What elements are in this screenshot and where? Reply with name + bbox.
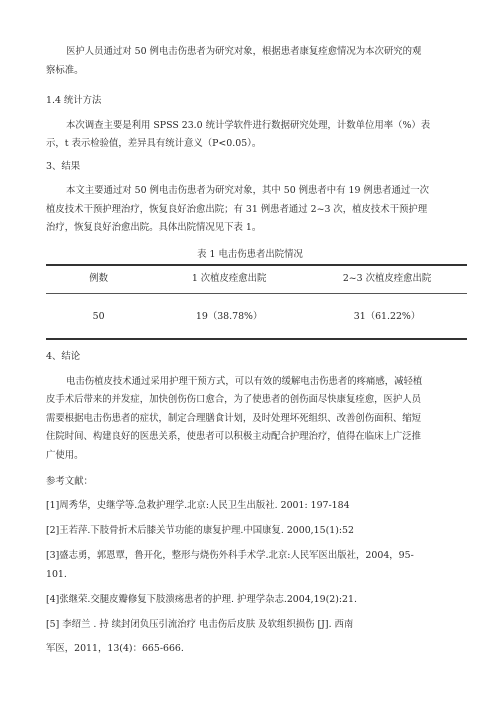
intro-line-2: 察标准。: [46, 65, 84, 76]
references-heading: 参考文献：: [46, 476, 93, 487]
header-case-count: 例数: [89, 273, 108, 285]
reference-4: [4]张继荣.交腿皮瓣修复下肢溃疡患者的护理. 护理学杂志.2004,19(2):21.: [46, 594, 357, 605]
table-caption: 表 1 电击伤患者出院情况: [197, 249, 303, 260]
section-3-line-3: 治疗，恢复良好治愈出院。具体出院情况见下表 1。: [46, 222, 262, 233]
section-4-heading: 4、结论: [46, 351, 81, 362]
section-4-line-5: 广使用。: [46, 450, 84, 461]
reference-1: [1]周秀华，史继学等.急救护理学.北京:人民卫生出版社. 2001: 197-184: [46, 500, 350, 511]
section-4-line-1: 电击伤植皮技术通过采用护理干预方式，可以有效的缓解电击伤患者的疼痛感，减轻植: [66, 376, 423, 387]
header-two-three-grafts: 2~3 次植皮痊愈出院: [342, 273, 432, 285]
cell-two-three-grafts: 31（61.22%）: [353, 310, 421, 322]
cell-one-graft: 19（38.78%）: [195, 310, 263, 322]
section-4-line-3: 需要根据电击伤患者的症状，制定合理膳食计划，及时处理坏死组织、改善创伤面积、缩短: [46, 413, 422, 424]
reference-5-line-2: 军医，2011，13(4)：665-666.: [46, 643, 184, 654]
results-table: [46, 264, 467, 340]
reference-5-line-1: [5] 李绍兰 . 持 续封闭负压引流治疗 电击伤后皮肤 及软组织损伤 [J]. 西南: [46, 619, 354, 630]
section-3-line-1: 本文主要通过对 50 例电击伤患者为研究对象，其中 50 例患者中有 19 例患者通过一次: [66, 185, 430, 196]
section-1-4-line-2: 示，t 表示检验值，差异具有统计意义（P<0.05）。: [46, 138, 262, 149]
reference-3-line-2: 101.: [46, 569, 67, 580]
table-header-row: [46, 264, 467, 294]
section-3-line-2: 植皮技术干预护理治疗，恢复良好治愈出院；有 31 例患者通过 2~3 次，植皮技术干预护理: [46, 204, 428, 215]
reference-3-line-1: [3]盛志勇，郭恩覃，鲁开化，整形与烧伤外科手术学.北京:人民军医出版社，2004，95-: [46, 550, 414, 561]
table-header-rule: [46, 293, 467, 294]
section-4-line-4: 住院时间、构建良好的医患关系，使患者可以积极主动配合护理治疗，值得在临床上广泛推: [46, 431, 422, 442]
cell-case-count: 50: [92, 310, 105, 322]
section-1-4-line-1: 本次调查主要是利用 SPSS 23.0 统计学软件进行数据研究处理，计数单位用率（%）表: [66, 120, 431, 131]
section-4-line-2: 皮手术后带来的并发症，加快创伤伤口愈合，为了使患者的创伤面尽快康复痊愈，医护人员: [46, 394, 422, 405]
intro-line-1: 医护人员通过对 50 例电击伤患者为研究对象，根据患者康复痊愈情况为本次研究的观: [66, 46, 422, 57]
table-bottom-rule: [46, 338, 467, 340]
table-row: [46, 294, 467, 339]
reference-2: [2]王若萍.下肢骨折术后膝关节功能的康复护理.中国康复. 2000,15(1):52: [46, 525, 354, 536]
table-top-rule: [46, 264, 467, 266]
section-1-4-heading: 1.4 统计方法: [46, 95, 102, 106]
header-one-graft: 1 次植皮痊愈出院: [191, 273, 267, 285]
section-3-heading: 3、结果: [46, 161, 81, 172]
